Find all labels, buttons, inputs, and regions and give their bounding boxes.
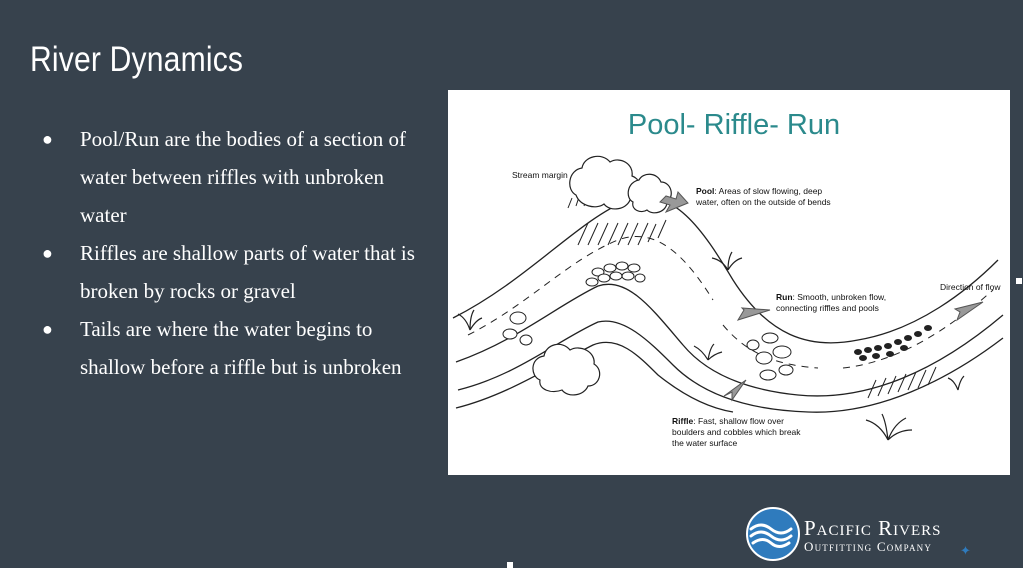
bullet-text: Pool/Run are the bodies of a section of water between riffles with unbroken water bbox=[80, 127, 407, 227]
slide-title: River Dynamics bbox=[30, 40, 244, 79]
riffle-label-line2: boulders and cobbles which break bbox=[672, 427, 801, 437]
run-label-line2: connecting riffles and pools bbox=[776, 303, 879, 313]
bullet-item bbox=[42, 234, 422, 310]
bullet-text: Riffles are shallow parts of water that is broken by rocks or gravel bbox=[80, 241, 415, 303]
stream-margin-label: Stream margin bbox=[512, 170, 568, 180]
logo-subtitle: Outfitting Company bbox=[804, 539, 933, 554]
river-banks bbox=[453, 197, 1003, 412]
company-logo bbox=[744, 505, 984, 563]
bullet-item bbox=[42, 310, 422, 386]
diagram-canvas bbox=[448, 90, 1010, 475]
resize-handle-bottom[interactable] bbox=[507, 562, 513, 568]
bullet-dot-icon: ● bbox=[42, 243, 53, 263]
run-label: Run: Smooth, unbroken flow, bbox=[776, 292, 887, 302]
bullet-item bbox=[42, 120, 422, 234]
diagram-title: Pool- Riffle- Run bbox=[627, 109, 841, 141]
resize-handle-right[interactable] bbox=[1016, 278, 1022, 284]
direction-of-flow-label: Direction of flow bbox=[940, 282, 1001, 292]
maple-leaf-icon: ✦ bbox=[960, 543, 971, 558]
bullet-dot-icon: ● bbox=[42, 319, 53, 339]
pool-label: Pool: Areas of slow flowing, deep bbox=[696, 186, 823, 196]
logo-name: Pacific Rivers bbox=[804, 516, 942, 540]
bullet-list bbox=[42, 120, 422, 386]
logo-wordmark bbox=[804, 517, 941, 555]
bullet-dot-icon: ● bbox=[42, 129, 53, 149]
bullet-text: Tails are where the water begins to shallow before a riffle but is unbroken bbox=[80, 317, 402, 379]
riffle-label-line3: the water surface bbox=[672, 438, 738, 448]
river-wave-logo-icon bbox=[744, 505, 802, 563]
riffle-label: Riffle: Fast, shallow flow over bbox=[672, 416, 784, 426]
pool-label-line2: water, often on the outside of bends bbox=[696, 197, 831, 207]
pool-riffle-run-diagram[interactable] bbox=[448, 90, 1010, 475]
